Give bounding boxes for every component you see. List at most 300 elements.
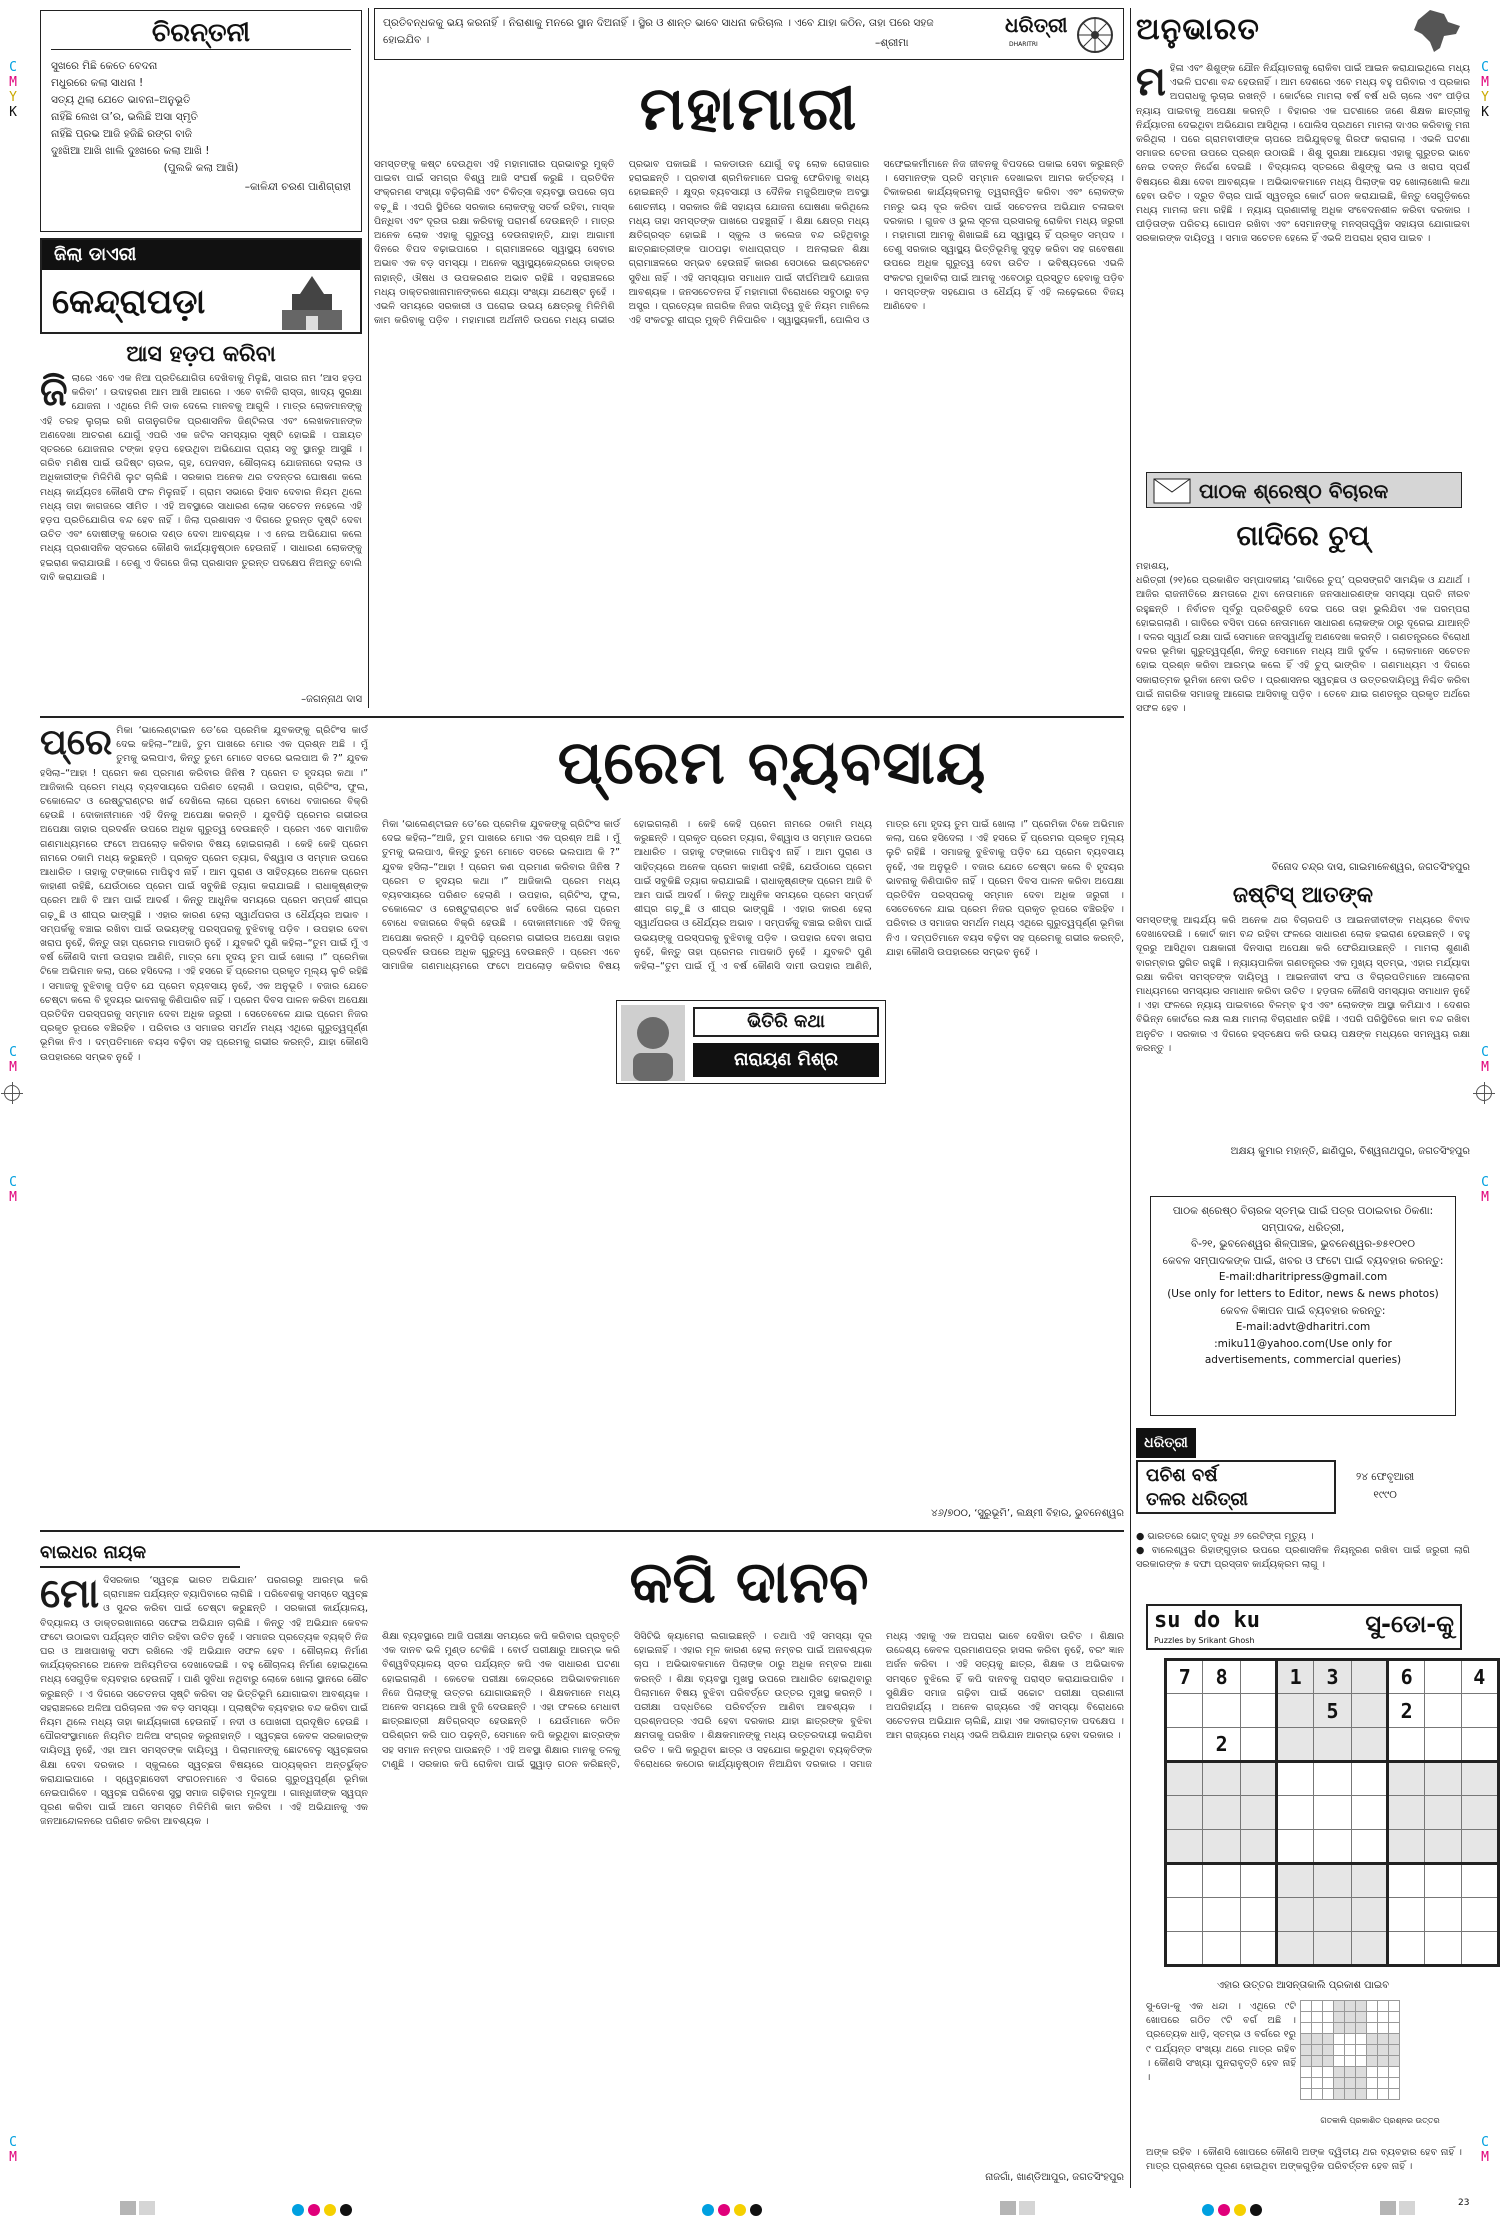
kapi-signature: ନାଜଗାଁ, ଖାଣ୍ଡିଆପୁର, ଜଗତସିଂହପୁର bbox=[860, 2172, 1124, 2183]
mini-cell bbox=[1367, 2045, 1378, 2056]
mini-cell bbox=[1345, 2067, 1356, 2078]
sudoku-cell[interactable] bbox=[1240, 1898, 1276, 1932]
anubharata-title: ଅନୁଭାରତ bbox=[1136, 12, 1260, 47]
sudoku-cell[interactable] bbox=[1387, 1932, 1424, 1966]
contact-note: advertisements, commercial queries) bbox=[1204, 1354, 1402, 1367]
mini-row bbox=[1301, 2045, 1400, 2056]
sudoku-row bbox=[1166, 1796, 1499, 1830]
mini-cell bbox=[1334, 2056, 1345, 2067]
cmyk-mark-mid2-left bbox=[6, 1175, 20, 1205]
mini-cell bbox=[1389, 2034, 1400, 2045]
column-divider bbox=[1130, 8, 1131, 2188]
mini-cell bbox=[1367, 2078, 1378, 2089]
sudoku-cell[interactable]: 4 bbox=[1461, 1660, 1498, 1694]
mini-cell bbox=[1312, 2078, 1323, 2089]
sudoku-cell[interactable] bbox=[1351, 1660, 1387, 1694]
sudoku-cell[interactable] bbox=[1240, 1830, 1276, 1864]
sudoku-yesterday-grid bbox=[1300, 2000, 1400, 2100]
sudoku-cell[interactable] bbox=[1203, 1864, 1240, 1898]
twentyfive-item bbox=[1136, 1544, 1470, 1572]
cmyk-c: C bbox=[9, 60, 17, 75]
justice-author: ଅକ୍ଷୟ କୁମାର ମହାନ୍ତି, ଛାଣିପୁର, ବିଶ୍ୱନାଥପୁର, ଜଗତସିଂହପୁର bbox=[1230, 1146, 1470, 1157]
cmyk-c: C bbox=[9, 1175, 17, 1190]
mini-row bbox=[1301, 2089, 1400, 2100]
prema-cols: ମିକା ‘ଭାଲେଣ୍ଟାଇନ ଡେ’ରେ ପ୍ରେମିକ ଯୁବକଙ୍କୁ ଗ୍ରିଟିଂସ କାର୍ଡ ଦେଇ କହିଲା–“ଆଜି, ତୁମ ପାଖରେ ମୋର ଏକ ପ୍ରଶ୍ନ ଅଛି । ମୁଁ ତୁମକୁ ଭଲପାଏ, କିନ୍ତୁ ତୁମେ ମୋତେ ସତରେ ଭଲପାଅ କି ?” ଯୁବକ ହସିଲା–“ଆହା ! ପ୍ରେମ କଣ ପ୍ରମାଣ କରିବାର ଜିନିଷ ? ପ୍ରେମ ତ ହୃଦୟର କଥା ।” ଆଜିକାଲି ପ୍ରେମ ମଧ୍ୟ ବ୍ୟବସାୟରେ ପରିଣତ ହେଲାଣି । ଉପହାର, ଗ୍ରିଟିଂସ, ଫୁଲ, ଚକୋଲେଟ ଓ ରେଷ୍ଟୁରାଣ୍ଟର ଖର୍ଚ୍ଚ ଦେଖିଲେ ଲାଗେ ପ୍ରେମ ବୋଧେ ବଜାରରେ ବିକ୍ରି ହେଉଛି । ଦୋକାନୀମାନେ ଏହି ଦିନକୁ ଅପେକ୍ଷା କରନ୍ତି । ଯୁବପିଢ଼ି ପ୍ରେମର ଗଭୀରତା ଅପେକ୍ଷା ତାହାର ପ୍ରଦର୍ଶନ ଉପରେ ଅଧିକ ଗୁରୁତ୍ୱ ଦେଉଛନ୍ତି । ପ୍ରେମ ଏବେ ସାମାଜିକ ଗଣମାଧ୍ୟମରେ ଫଟୋ ଅପଲୋଡ଼ କରିବାର ବିଷୟ ହୋଇଗଲାଣି । କେହି କେହି ପ୍ରେମ ନାମରେ ଠକାମି ମଧ୍ୟ କରୁଛନ୍ତି । ପ୍ରକୃତ ପ୍ରେମ ତ୍ୟାଗ, ବିଶ୍ୱାସ ଓ ସମ୍ମାନ ଉପରେ ଆଧାରିତ । ତାହାକୁ ଟଙ୍କାରେ ମାପିହୁଏ ନାହିଁ । ଆମ ପୁରାଣ ଓ ସାହିତ୍ୟରେ ଅନେକ ପ୍ରେମ କାହାଣୀ ରହିଛି, ଯେଉଁଠାରେ ପ୍ରେମ ପାଇଁ ସବୁକିଛି ତ୍ୟାଗ କରାଯାଇଛି । ରାଧାକୃଷ୍ଣଙ୍କ ପ୍ରେମ ଆଜି ବି ଆମ ପାଇଁ ଆଦର୍ଶ । କିନ୍ତୁ ଆଧୁନିକ ସମୟରେ ପ୍ରେମ ସମ୍ପର୍କ ଶୀଘ୍ର ଗଢ଼ୁଛି ଓ ଶୀଘ୍ର ଭାଙ୍ଗୁଛି । ଏହାର କାରଣ ହେଲା ସ୍ୱାର୍ଥପରତା ଓ ଧୈର୍ଯ୍ୟର ଅଭାବ । ସମ୍ପର୍କକୁ ବଞ୍ଚାଇ ରଖିବା ପାଇଁ ଉଭୟଙ୍କୁ ପରସ୍ପରକୁ ବୁଝିବାକୁ ପଡ଼ିବ । ଉପହାର ଦେବା ଖରାପ ନୁହେଁ, କିନ୍ତୁ ତାହା ପ୍ରେମର ମାପକାଠି ନୁହେଁ । ଯୁବକଟି ପୁଣି କହିଲା–“ତୁମ ପାଇଁ ମୁଁ ଏ ବର୍ଷ କୌଣସି ଦାମୀ ଉପହାର ଆଣିନି, ମାତ୍ର ମୋ ହୃଦୟ ତୁମ ପାଇଁ ଖୋଲା ।” ପ୍ରେମିକା ଟିକେ ଅଭିମାନ କଲା, ପରେ ହସିଦେଲା । ଏହି ହସରେ ହିଁ ପ୍ରେମର ପ୍ରକୃତ ମୂଲ୍ୟ ଲୁଚି ରହିଛି । ସମାଜକୁ ବୁଝିବାକୁ ପଡ଼ିବ ଯେ ପ୍ରେମ ବ୍ୟବସାୟ ନୁହେଁ, ଏକ ଅନୁଭୂତି । ବଜାର ଯେତେ ଚେଷ୍ଟା କଲେ ବି ହୃଦୟର ଭାବନାକୁ କିଣିପାରିବ ନାହିଁ । ପ୍ରେମ ଦିବସ ପାଳନ କରିବା ଅପେକ୍ଷା ପ୍ରତିଦିନ ପରସ୍ପରକୁ ସମ୍ମାନ ଦେବା ଅଧିକ ଜରୁରୀ । ସେତେବେଳେ ଯାଇ ପ୍ରେମ ନିଜର ପ୍ରକୃତ ରୂପରେ ବଞ୍ଚିରହିବ । ପରିବାର ଓ ସମାଜର ସମର୍ଥନ ମଧ୍ୟ ଏଥିରେ ଗୁରୁତ୍ୱପୂର୍ଣ୍ଣ ଭୂମିକା ନିଏ । ଦମ୍ପତିମାନେ ବୟସ ବଢ଼ିବା ସହ ପ୍ରେମକୁ ଗଭୀର କରନ୍ତି, ଯାହା କୌଣସି ଉପହାରରେ ସମ୍ଭବ ନୁହେଁ । bbox=[382, 819, 1124, 973]
mini-cell bbox=[1367, 2001, 1378, 2012]
cmyk-c: C bbox=[9, 2135, 17, 2150]
mini-cell bbox=[1323, 2078, 1334, 2089]
sudoku-cell[interactable] bbox=[1461, 1864, 1498, 1898]
sudoku-cell[interactable] bbox=[1425, 1898, 1461, 1932]
mini-row bbox=[1301, 2023, 1400, 2034]
mini-cell bbox=[1378, 2023, 1389, 2034]
sudoku-cell[interactable] bbox=[1276, 1830, 1313, 1864]
sudoku-cell[interactable] bbox=[1166, 1694, 1203, 1728]
sudoku-cell[interactable] bbox=[1351, 1864, 1387, 1898]
twentyfive-subtitle: ତଳର ଧରିତ୍ରୀ bbox=[1146, 1489, 1248, 1510]
sudoku-cell[interactable]: 5 bbox=[1314, 1694, 1351, 1728]
sudoku-row bbox=[1166, 1660, 1499, 1694]
contact-line: କେବଳ ବିଜ୍ଞାପନ ପାଇଁ ବ୍ୟବହାର କରନ୍ତୁ: bbox=[1220, 1304, 1386, 1317]
sudoku-cell[interactable] bbox=[1387, 1728, 1424, 1762]
cmyk-y: Y bbox=[9, 90, 17, 105]
chirantani-box bbox=[40, 10, 362, 232]
sudoku-cell[interactable] bbox=[1461, 1728, 1498, 1762]
cmyk-c: C bbox=[1481, 1175, 1489, 1190]
anubharata-body: ହିଳା ଏବଂ ଶିଶୁଙ୍କ ଯୌନ ନିର୍ଯ୍ୟାତନାକୁ ରୋକିବା ପାଇଁ ଆଇନ କରାଯାଇଥିଲେ ମଧ୍ୟ ଏଭଳି ଘଟଣା ବନ୍ଦ ହେଉନାହିଁ । ଆମ ଦେଶରେ ଏବେ ମଧ୍ୟ ବହୁ ପରିବାର ଏ ପ୍ରକାର ଅପରାଧକୁ ଲୁଚାଇ ରଖନ୍ତି । କୋର୍ଟରେ ମାମଲା ବର୍ଷ ବର୍ଷ ଧରି ଚାଲେ ଏବଂ ପୀଡ଼ିତା ନ୍ୟାୟ ପାଇବାକୁ ଅପେକ୍ଷା କରନ୍ତି । ବିହାରର ଏକ ଘଟଣାରେ ଜଣେ ଶିକ୍ଷକ ଛାତ୍ରୀକୁ ନିର୍ଯ୍ୟାତନା ଦେଇଥିବା ଅଭିଯୋଗ ଆସିଥିଲା । ପୋଲିସ ପ୍ରଥମେ ମାମଲା ଦାଏର କରିବାକୁ ମନା କରିଥିଲା । ପରେ ଗ୍ରାମବାସୀଙ୍କ ଚାପରେ ଅଭିଯୁକ୍ତକୁ ଗିରଫ କରାଗଲା । ଏଭଳି ଘଟଣା ସମାଜର ଚେତନା ଉପରେ ପ୍ରଶ୍ନ ଉଠାଉଛି । ଶିଶୁ ସୁରକ୍ଷା ଆୟୋଗ ଏହାକୁ ଗୁରୁତର ଭାବେ ନେଇ ତଦନ୍ତ ନିର୍ଦ୍ଦେଶ ଦେଇଛି । ବିଦ୍ୟାଳୟ ସ୍ତରରେ ଶିଶୁଙ୍କୁ ଭଲ ଓ ଖରାପ ସ୍ପର୍ଶ ବିଷୟରେ ଶିକ୍ଷା ଦେବା ଆବଶ୍ୟକ । ଅଭିଭାବକମାନେ ମଧ୍ୟ ପିଲାଙ୍କ ସହ ଖୋଲାଖୋଲି କଥା ହେବା ଉଚିତ । ଦ୍ରୁତ ବିଚାର ପାଇଁ ସ୍ୱତନ୍ତ୍ର କୋର୍ଟ ଗଠନ କରାଯାଇଛି, କିନ୍ତୁ ସେଗୁଡ଼ିକରେ ମଧ୍ୟ ମାମଲା ଜମା ରହିଛି । ନ୍ୟାୟ ପ୍ରଣାଳୀକୁ ଅଧିକ ସଂବେଦନଶୀଳ କରିବା ଦରକାର । ପୀଡ଼ିତାଙ୍କ ପରିଚୟ ଗୋପନ ରଖିବା ଏବଂ ସେମାନଙ୍କୁ ମନସ୍ତାତ୍ତ୍ୱିକ ସହାୟତା ଯୋଗାଇବା ସରକାରଙ୍କ ଦାୟିତ୍ୱ । ସମାଜ ସଚେତନ ହେଲେ ହିଁ ଏଭଳି ଅପରାଧ ହ୍ରାସ ପାଇବ । bbox=[1136, 63, 1470, 245]
cmyk-m: M bbox=[1481, 1060, 1489, 1075]
mini-cell bbox=[1345, 2056, 1356, 2067]
mini-cell bbox=[1301, 2034, 1312, 2045]
sudoku-cell[interactable] bbox=[1240, 1864, 1276, 1898]
column-author: ନାରାୟଣ ମିଶ୍ର bbox=[693, 1043, 879, 1077]
mini-cell bbox=[1367, 2056, 1378, 2067]
prema-title: ପ୍ରେମ ବ୍ୟବସାୟ bbox=[557, 728, 987, 798]
sudoku-cell[interactable] bbox=[1387, 1762, 1424, 1796]
footer-strip bbox=[0, 2196, 1500, 2218]
mini-cell bbox=[1389, 2001, 1400, 2012]
district-diary-label: ଜିଲା ଡାଏରୀ bbox=[42, 240, 360, 270]
bullet-icon: ● bbox=[1136, 1531, 1148, 1542]
contact-email-editor[interactable]: E-mail:dharitripress@gmail.com bbox=[1218, 1271, 1388, 1284]
sudoku-cell[interactable] bbox=[1425, 1932, 1461, 1966]
sudoku-cell[interactable]: 1 bbox=[1276, 1660, 1313, 1694]
mini-cell bbox=[1312, 2001, 1323, 2012]
sudoku-cell[interactable] bbox=[1387, 1864, 1424, 1898]
best-letter-article bbox=[1136, 560, 1470, 860]
cmyk-c: C bbox=[1481, 60, 1489, 75]
dharitri-logo-sub: DHARITRI bbox=[1009, 41, 1038, 48]
sudoku-cell[interactable] bbox=[1425, 1694, 1461, 1728]
grey-bars bbox=[1000, 2200, 1038, 2218]
mini-cell bbox=[1389, 2089, 1400, 2100]
mini-cell bbox=[1345, 2023, 1356, 2034]
twentyfive-date-year: ୧୯୯୦ bbox=[1373, 1489, 1397, 1501]
mini-cell bbox=[1356, 2067, 1367, 2078]
sudoku-cell[interactable] bbox=[1276, 1864, 1313, 1898]
chirantani-author: –କାଳିନ୍ଦୀ ଚରଣ ପାଣିଗ୍ରାହୀ bbox=[244, 181, 351, 193]
sudoku-row bbox=[1166, 1864, 1499, 1898]
sudoku-cell[interactable] bbox=[1387, 1830, 1424, 1864]
color-dots bbox=[290, 2201, 354, 2218]
prema-dropcap: ପ୍ରେ bbox=[40, 724, 113, 763]
grey-bars bbox=[120, 2200, 158, 2218]
aas-author: –ଜଗନ୍ନାଥ ଦାସ bbox=[200, 694, 362, 705]
mahamari-body: ସମସ୍ତଙ୍କୁ କଷ୍ଟ ଦେଉଥିବା ଏହି ମହାମାରୀର ପ୍ରଭାବରୁ ମୁକ୍ତି ପାଇବା ପାଇଁ ସମଗ୍ର ବିଶ୍ୱ ଆଜି ସଂଘର୍ଷ କରୁଛି । ପ୍ରତିଦିନ ସଂକ୍ରମଣ ସଂଖ୍ୟା ବଢ଼ିଚାଲିଛି ଏବଂ ଚିକିତ୍ସା ବ୍ୟବସ୍ଥା ଉପରେ ଚାପ ବଢ଼ୁଛି । ଏପରି ସ୍ଥିତିରେ ସରକାର ଲୋକଙ୍କୁ ସତର୍କ ରହିବା, ମାସ୍କ ପିନ୍ଧିବା ଏବଂ ଦୂରତା ରକ୍ଷା କରିବାକୁ ପରାମର୍ଶ ଦେଉଛନ୍ତି । ମାତ୍ର ଅନେକ ଲୋକ ଏହାକୁ ଗୁରୁତ୍ୱ ଦେଉନାହାନ୍ତି, ଯାହା ଆଗାମୀ ଦିନରେ ବିପଦ ବଢ଼ାଇପାରେ । ଗ୍ରାମାଞ୍ଚଳରେ ସ୍ୱାସ୍ଥ୍ୟ ସେବାର ଅଭାବ ଏକ ବଡ଼ ସମସ୍ୟା । ଅନେକ ସ୍ୱାସ୍ଥ୍ୟକେନ୍ଦ୍ରରେ ଡାକ୍ତର ନାହାନ୍ତି, ଔଷଧ ଓ ଉପକରଣର ଅଭାବ ରହିଛି । ସହରାଞ୍ଚଳରେ ମଧ୍ୟ ଡାକ୍ତରଖାନାମାନଙ୍କରେ ଶଯ୍ୟା ସଂଖ୍ୟା ଯଥେଷ୍ଟ ନୁହେଁ । ଏଭଳି ସମୟରେ ସରକାରୀ ଓ ଘରୋଇ ଉଭୟ କ୍ଷେତ୍ରକୁ ମିଳିମିଶି କାମ କରିବାକୁ ପଡ଼ିବ । ମହାମାରୀ ଅର୍ଥନୀତି ଉପରେ ମଧ୍ୟ ଗଭୀର ପ୍ରଭାବ ପକାଇଛି । ଲକଡାଉନ ଯୋଗୁଁ ବହୁ ଲୋକ ରୋଜଗାର ହରାଇଛନ୍ତି । ପ୍ରବାସୀ ଶ୍ରମିକମାନେ ଘରକୁ ଫେରିବାକୁ ବାଧ୍ୟ ହୋଇଛନ୍ତି । କ୍ଷୁଦ୍ର ବ୍ୟବସାୟୀ ଓ ଦୈନିକ ମଜୁରିଆଙ୍କ ଅବସ୍ଥା ଶୋଚନୀୟ । ସରକାର କିଛି ସହାୟତା ଯୋଜନା ଘୋଷଣା କରିଥିଲେ ମଧ୍ୟ ତାହା ସମସ୍ତଙ୍କ ପାଖରେ ପହଞ୍ଚୁନାହିଁ । ଶିକ୍ଷା କ୍ଷେତ୍ର ମଧ୍ୟ କ୍ଷତିଗ୍ରସ୍ତ ହୋଇଛି । ସ୍କୁଲ ଓ କଲେଜ ବନ୍ଦ ରହିଥିବାରୁ ଛାତ୍ରଛାତ୍ରୀଙ୍କ ପାଠପଢ଼ା ବାଧାପ୍ରାପ୍ତ । ଅନଲାଇନ ଶିକ୍ଷା ଗ୍ରାମାଞ୍ଚଳରେ ସମ୍ଭବ ହେଉନାହିଁ କାରଣ ସେଠାରେ ଇଣ୍ଟରନେଟ ସୁବିଧା ନାହିଁ । ଏହି ସମସ୍ୟାର ସମାଧାନ ପାଇଁ ଦୀର୍ଘମିଆଦି ଯୋଜନା ଆବଶ୍ୟକ । ଜନସଚେତନତା ହିଁ ମହାମାରୀ ବିରୋଧରେ ସବୁଠାରୁ ବଡ଼ ଅସ୍ତ୍ର । ପ୍ରତ୍ୟେକ ନାଗରିକ ନିଜର ଦାୟିତ୍ୱ ବୁଝି ନିୟମ ମାନିଲେ ଏହି ସଂକଟରୁ ଶୀଘ୍ର ମୁକ୍ତି ମିଳିପାରିବ । ସ୍ୱାସ୍ଥ୍ୟକର୍ମୀ, ପୋଲିସ ଓ ସଫେଇକର୍ମୀମାନେ ନିଜ ଜୀବନକୁ ବିପଦରେ ପକାଇ ସେବା କରୁଛନ୍ତି । ସେମାନଙ୍କ ପ୍ରତି ସମ୍ମାନ ଦେଖାଇବା ଆମର କର୍ତ୍ତବ୍ୟ । ଟିକାକରଣ କାର୍ଯ୍ୟକ୍ରମକୁ ତ୍ୱରାନ୍ୱିତ କରିବା ଏବଂ ଲୋକଙ୍କ ମନରୁ ଭୟ ଦୂର କରିବା ପାଇଁ ସଚେତନତା ଅଭିଯାନ ଚଳାଇବା ଦରକାର । ଗୁଜବ ଓ ଭୁଲ ସୂଚନା ପ୍ରସାରକୁ ରୋକିବା ମଧ୍ୟ ଜରୁରୀ । ମହାମାରୀ ଆମକୁ ଶିଖାଇଛି ଯେ ସ୍ୱାସ୍ଥ୍ୟ ହିଁ ପ୍ରକୃତ ସମ୍ପଦ । ତେଣୁ ସରକାର ସ୍ୱାସ୍ଥ୍ୟ ଭିତ୍ତିଭୂମିକୁ ସୁଦୃଢ଼ କରିବା ସହ ଗବେଷଣା ଉପରେ ଅଧିକ ଗୁରୁତ୍ୱ ଦେବା ଉଚିତ । ଭବିଷ୍ୟତରେ ଏଭଳି ସଂକଟର ମୁକାବିଲା ପାଇଁ ଆମକୁ ଏବେଠାରୁ ପ୍ରସ୍ତୁତ ହେବାକୁ ପଡ଼ିବ । ସମସ୍ତଙ୍କ ସହଯୋଗ ଓ ଧୈର୍ଯ୍ୟ ହିଁ ଏହି ଲଢ଼େଇରେ ବିଜୟ ଆଣିଦେବ । bbox=[374, 159, 1124, 327]
mini-cell bbox=[1367, 2034, 1378, 2045]
mini-cell bbox=[1367, 2012, 1378, 2023]
sudoku-cell[interactable] bbox=[1203, 1694, 1240, 1728]
sudoku-cell[interactable] bbox=[1461, 1932, 1498, 1966]
dharitri-logo-text: ଧରିତ୍ରୀ bbox=[1005, 13, 1068, 37]
anubharata-article bbox=[1136, 62, 1470, 460]
cmyk-c: C bbox=[9, 1045, 17, 1060]
cmyk-mark-top-right bbox=[1478, 60, 1492, 120]
mini-cell bbox=[1301, 2056, 1312, 2067]
sudoku-cell[interactable] bbox=[1314, 1830, 1351, 1864]
sudoku-cell[interactable] bbox=[1314, 1864, 1351, 1898]
mini-cell bbox=[1334, 2001, 1345, 2012]
twentyfive-title-box bbox=[1136, 1460, 1336, 1514]
poem-line: ମଧୁରରେ କଲା ସାଧନା ! bbox=[51, 77, 144, 89]
sudoku-cell[interactable] bbox=[1314, 1932, 1351, 1966]
cmyk-mark-mid-left bbox=[6, 1045, 20, 1075]
mini-cell bbox=[1334, 2023, 1345, 2034]
mini-cell bbox=[1345, 2034, 1356, 2045]
bullet-icon: ● bbox=[1136, 1545, 1152, 1557]
mini-cell bbox=[1356, 2078, 1367, 2089]
column-byline-box bbox=[616, 1000, 886, 1084]
twentyfive-title: ପଚିଶ ବର୍ଷ bbox=[1146, 1465, 1218, 1486]
best-letter-title: ଗାଦିରେ ଚୁପ୍ bbox=[1236, 519, 1370, 552]
contact-line: ପାଠକ ଶ୍ରେଷ୍ଠ ବିଚାରକ ସ୍ତମ୍ଭ ପାଇଁ ପତ୍ର ପଠାଇବାର ଠିକଣା: bbox=[1172, 1205, 1434, 1217]
sudoku-cell[interactable] bbox=[1387, 1796, 1424, 1830]
sudoku-cell[interactable] bbox=[1461, 1898, 1498, 1932]
mini-cell bbox=[1378, 2045, 1389, 2056]
aas-article bbox=[40, 372, 362, 708]
mini-cell bbox=[1334, 2089, 1345, 2100]
section-divider bbox=[40, 1530, 1124, 1532]
mini-cell bbox=[1356, 2012, 1367, 2023]
cmyk-m: M bbox=[9, 1060, 17, 1075]
color-dots bbox=[1200, 2201, 1264, 2218]
sudoku-cell[interactable] bbox=[1276, 1796, 1313, 1830]
mini-cell bbox=[1345, 2089, 1356, 2100]
sudoku-cell[interactable] bbox=[1240, 1694, 1276, 1728]
registration-mark-left bbox=[4, 1085, 20, 1101]
kapi-body: ଶିକ୍ଷା ବ୍ୟବସ୍ଥାରେ ଆଜି ପରୀକ୍ଷା ସମୟରେ କପି କରିବାର ପ୍ରବୃତ୍ତି ଏକ ଦାନବ ଭଳି ମୁଣ୍ଡ ଟେକିଛି । ବୋର୍ଡ ପରୀକ୍ଷାରୁ ଆରମ୍ଭ କରି ବିଶ୍ୱବିଦ୍ୟାଳୟ ସ୍ତର ପର୍ଯ୍ୟନ୍ତ କପି ଏକ ସାଧାରଣ ଘଟଣା ହୋଇଗଲାଣି । କେତେକ ପରୀକ୍ଷା କେନ୍ଦ୍ରରେ ଅଭିଭାବକମାନେ ନିଜେ ପିଲାଙ୍କୁ ଉତ୍ତର ଯୋଗାଉଛନ୍ତି । ଶିକ୍ଷକମାନେ ମଧ୍ୟ ଅନେକ ସମୟରେ ଆଖି ବୁଜି ଦେଉଛନ୍ତି । ଏହା ଫଳରେ ମେଧାବୀ ଛାତ୍ରଛାତ୍ରୀ କ୍ଷତିଗ୍ରସ୍ତ ହେଉଛନ୍ତି । ଯେଉଁମାନେ କଠିନ ପରିଶ୍ରମ କରି ପାଠ ପଢ଼ନ୍ତି, ସେମାନେ କପି କରୁଥିବା ଛାତ୍ରଙ୍କ ସହ ସମାନ ନମ୍ବର ପାଉଛନ୍ତି । ଏହି ଅବସ୍ଥା ଶିକ୍ଷାର ମାନକୁ ତଳକୁ ଟାଣୁଛି । ସରକାର କପି ରୋକିବା ପାଇଁ ସ୍କ୍ୱାଡ଼ ଗଠନ କରିଛନ୍ତି, ସିସିଟିଭି କ୍ୟାମେରା ଲଗାଇଛନ୍ତି । ତଥାପି ଏହି ସମସ୍ୟା ଦୂର ହୋଇନାହିଁ । ଏହାର ମୂଳ କାରଣ ହେଲା ନମ୍ବର ପାଇଁ ଅନାବଶ୍ୟକ ଚାପ । ଅଭିଭାବକମାନେ ପିଲାଙ୍କ ଠାରୁ ଅଧିକ ନମ୍ବର ଆଶା କରନ୍ତି । ଶିକ୍ଷା ବ୍ୟବସ୍ଥା ମୁଖସ୍ଥ ଉପରେ ଆଧାରିତ ହୋଇଥିବାରୁ ପିଲାମାନେ ବିଷୟ ବୁଝିବା ପରିବର୍ତ୍ତେ ଉତ୍ତର ମୁଖସ୍ଥ କରନ୍ତି । ପରୀକ୍ଷା ପଦ୍ଧତିରେ ପରିବର୍ତ୍ତନ ଆଣିବା ଆବଶ୍ୟକ । ପ୍ରଶ୍ନପତ୍ର ଏପରି ହେବା ଦରକାର ଯାହା ଛାତ୍ରଙ୍କ ବୁଝିବା କ୍ଷମତାକୁ ପରଖିବ । ଶିକ୍ଷକମାନଙ୍କୁ ମଧ୍ୟ ଉତ୍ତରଦାୟୀ କରାଯିବା ଉଚିତ । କପି କରୁଥିବା ଛାତ୍ର ଓ ସହଯୋଗ କରୁଥିବା ବ୍ୟକ୍ତିଙ୍କ ବିରୋଧରେ କଠୋର କାର୍ଯ୍ୟାନୁଷ୍ଠାନ ନିଆଯିବା ଦରକାର । ସମାଜ ମଧ୍ୟ ଏହାକୁ ଏକ ଅପରାଧ ଭାବେ ଦେଖିବା ଉଚିତ । ଶିକ୍ଷାର ଉଦ୍ଦେଶ୍ୟ କେବଳ ପ୍ରମାଣପତ୍ର ହାସଲ କରିବା ନୁହେଁ, ବରଂ ଜ୍ଞାନ ଅର୍ଜନ କରିବା । ଏହି ସତ୍ୟକୁ ଛାତ୍ର, ଶିକ୍ଷକ ଓ ଅଭିଭାବକ ସମସ୍ତେ ବୁଝିଲେ ହିଁ କପି ଦାନବକୁ ପରାସ୍ତ କରାଯାଇପାରିବ । ସୁଶିକ୍ଷିତ ସମାଜ ଗଢ଼ିବା ପାଇଁ ସଚ୍ଚୋଟ ପରୀକ୍ଷା ପ୍ରଣାଳୀ ଅପରିହାର୍ଯ୍ୟ । ଅନେକ ରାଜ୍ୟରେ ଏହି ସମସ୍ୟା ବିରୋଧରେ ସଚେତନତା ଅଭିଯାନ ଚାଲିଛି, ଯାହା ଏକ ସକାରାତ୍ମକ ପଦକ୍ଷେପ । ଆମ ରାଜ୍ୟରେ ମଧ୍ୟ ଏଭଳି ଅଭିଯାନ ଆରମ୍ଭ ହେବା ଦରକାର । bbox=[382, 1631, 1124, 1770]
sudoku-cell[interactable]: 2 bbox=[1203, 1728, 1240, 1762]
mini-row bbox=[1301, 2012, 1400, 2023]
mini-cell bbox=[1323, 2089, 1334, 2100]
twentyfive-date bbox=[1356, 1468, 1414, 1504]
mini-cell bbox=[1312, 2045, 1323, 2056]
sudoku-cell[interactable] bbox=[1166, 1796, 1203, 1830]
envelope-icon bbox=[1153, 478, 1191, 504]
cmyk-mark-top-left bbox=[6, 60, 20, 120]
twentyfive-date-day: ୨୪ ଫେବୃଆରୀ bbox=[1356, 1471, 1415, 1483]
cmyk-c: C bbox=[1481, 2135, 1489, 2150]
aas-dropcap: ଜି bbox=[40, 372, 68, 415]
sudoku-cell[interactable] bbox=[1351, 1830, 1387, 1864]
mini-row bbox=[1301, 2034, 1400, 2045]
twentyfive-item-text: ଭାରତରେ ଭୋଟ୍ ବୃଦ୍ଧି ୬୨ ରେଟିଙ୍ଗ ମୃତ୍ୟୁ । bbox=[1147, 1531, 1314, 1542]
mini-cell bbox=[1378, 2067, 1389, 2078]
mini-cell bbox=[1301, 2012, 1312, 2023]
poem-line: ଦୁଃଖିଆ ଆଖି ଖାଲି ଦୁଃଖରେ କଲା ଆଖି ! bbox=[51, 145, 210, 157]
sudoku-header bbox=[1146, 1604, 1462, 1650]
best-letter-label: ପାଠକ ଶ୍ରେଷ୍ଠ ବିଚାରକ bbox=[1199, 479, 1389, 503]
sudoku-cell[interactable] bbox=[1166, 1762, 1203, 1796]
sudoku-yesterday-note: ଗତକାଲି ପ୍ରକାଶିତ ପ୍ରଶ୍ନର ଉତ୍ତର bbox=[1320, 2116, 1440, 2125]
author-portrait bbox=[621, 1005, 685, 1081]
sudoku-title-or: ସୁ-ଡୋ-କୁ bbox=[1365, 1610, 1454, 1638]
poem-line: ନାହିଁଛି ପ୍ରଭ ଆଜି ହଜିଛି ରଙ୍ଗ ବାଜି bbox=[51, 128, 192, 140]
registration-mark-right bbox=[1476, 1085, 1492, 1101]
sudoku-cell[interactable] bbox=[1203, 1830, 1240, 1864]
mini-row bbox=[1301, 2056, 1400, 2067]
sudoku-cell[interactable] bbox=[1276, 1762, 1313, 1796]
mini-cell bbox=[1378, 2056, 1389, 2067]
mini-cell bbox=[1323, 2012, 1334, 2023]
sudoku-byline: Puzzles by Srikant Ghosh bbox=[1154, 1636, 1255, 1645]
mini-cell bbox=[1389, 2056, 1400, 2067]
mini-cell bbox=[1389, 2045, 1400, 2056]
sudoku-bottom-text: ଅଙ୍କ ରହିବ । କୌଣସି ଖୋପରେ କୌଣସି ଅଙ୍କ ଦ୍ୱିତୀୟ ଥର ବ୍ୟବହାର ହେବ ନାହିଁ । ମାତ୍ର ପ୍ରଶ୍ନରେ ପୂରଣ ହୋଇଥିବା ଅଙ୍କଗୁଡ଼ିକ ପରିବର୍ତ୍ତନ ହେବ ନାହିଁ । bbox=[1146, 2147, 1462, 2173]
column-divider bbox=[368, 8, 369, 708]
sudoku-cell[interactable] bbox=[1425, 1864, 1461, 1898]
poem-line: ସତ୍ୟ ଥିଲା ଯେତେ ଭାବନା–ଅନୁଭୂତି bbox=[51, 94, 191, 106]
quote-box bbox=[374, 8, 1124, 60]
cmyk-mark-mid2-right bbox=[1478, 1175, 1492, 1205]
sudoku-row bbox=[1166, 1830, 1499, 1864]
mini-cell bbox=[1345, 2001, 1356, 2012]
poem-line: (ପୁଲକି କଲା ଆଖି) bbox=[163, 162, 239, 174]
mini-cell bbox=[1378, 2078, 1389, 2089]
quote-author: –ଶ୍ରୀମା bbox=[875, 37, 909, 49]
cmyk-k: K bbox=[1481, 105, 1489, 120]
chirantani-heading: ଚିରନ୍ତନୀ bbox=[51, 17, 351, 50]
mini-cell bbox=[1301, 2001, 1312, 2012]
cmyk-k: K bbox=[9, 105, 17, 120]
twentyfive-brand: ଧରିତ୍ରୀ bbox=[1136, 1428, 1196, 1458]
mini-cell bbox=[1301, 2045, 1312, 2056]
mini-cell bbox=[1389, 2078, 1400, 2089]
mini-cell bbox=[1367, 2023, 1378, 2034]
sudoku-instructions: ସୁ-ଡୋ-କୁ ଏକ ଧନ୍ଦା । ଏଥିରେ ୯ଟି ଖୋପରେ ଗଠିତ ୯ଟି ବର୍ଗ ଅଛି । ପ୍ରତ୍ୟେକ ଧାଡ଼ି, ସ୍ତମ୍ଭ ଓ ବର୍ଗରେ ୧ରୁ ୯ ପର୍ଯ୍ୟନ୍ତ ସଂଖ୍ୟା ଥରେ ମାତ୍ର ରହିବ । କୌଣସି ସଂଖ୍ୟା ପୁନରାବୃତ୍ତି ହେବ ନାହିଁ । bbox=[1146, 2001, 1296, 2084]
mini-cell bbox=[1301, 2023, 1312, 2034]
sudoku-cell[interactable] bbox=[1166, 1830, 1203, 1864]
sudoku-row bbox=[1166, 1762, 1499, 1796]
aas-title: ଆସ ହଡ଼ପ କରିବା bbox=[126, 342, 276, 367]
mini-cell bbox=[1334, 2012, 1345, 2023]
sudoku-grid bbox=[1164, 1658, 1500, 1967]
sudoku-cell[interactable] bbox=[1203, 1762, 1240, 1796]
sudoku-cell[interactable] bbox=[1203, 1796, 1240, 1830]
chakra-icon bbox=[1075, 15, 1115, 55]
sudoku-row bbox=[1166, 1728, 1499, 1762]
quote-text: ପ୍ରତିବନ୍ଧକକୁ ଭୟ କରନାହିଁ । ନିରାଶାକୁ ମନରେ ସ୍ଥାନ ଦିଅନାହିଁ । ସ୍ଥିର ଓ ଶାନ୍ତ ଭାବେ ସାଧନା କରିଚାଲ । ଏବେ ଯାହା କଠିନ, ତାହା ପରେ ସହଜ ହୋଇଯିବ । bbox=[383, 17, 934, 46]
sudoku-cell[interactable] bbox=[1276, 1932, 1313, 1966]
sudoku-cell[interactable] bbox=[1351, 1898, 1387, 1932]
sudoku-cell[interactable] bbox=[1351, 1762, 1387, 1796]
cmyk-y: Y bbox=[1481, 90, 1489, 105]
mini-cell bbox=[1378, 2001, 1389, 2012]
mini-cell bbox=[1312, 2023, 1323, 2034]
sudoku-cell[interactable] bbox=[1461, 1762, 1498, 1796]
sudoku-cell[interactable] bbox=[1314, 1728, 1351, 1762]
mahamari-title: ମହାମାରୀ bbox=[639, 74, 859, 144]
sudoku-cell[interactable] bbox=[1351, 1796, 1387, 1830]
sudoku-cell[interactable] bbox=[1240, 1796, 1276, 1830]
cmyk-m: M bbox=[1481, 1190, 1489, 1205]
sudoku-cell[interactable] bbox=[1276, 1728, 1313, 1762]
page-number: 23 bbox=[1458, 2198, 1470, 2208]
mini-cell bbox=[1334, 2045, 1345, 2056]
sudoku-row bbox=[1166, 1694, 1499, 1728]
mini-cell bbox=[1323, 2001, 1334, 2012]
sudoku-cell[interactable] bbox=[1203, 1932, 1240, 1966]
sudoku-cell[interactable] bbox=[1314, 1762, 1351, 1796]
poem-line: ନାହିଁଛି ଲେଖ ତା’ର, ଭଲିଛି ଅସା ସ୍ମୃତି bbox=[51, 111, 198, 123]
sudoku-cell[interactable] bbox=[1276, 1694, 1313, 1728]
mini-cell bbox=[1301, 2078, 1312, 2089]
mini-cell bbox=[1345, 2078, 1356, 2089]
twentyfive-item-text: ବାଲେଶ୍ୱର ରିହାଙ୍ଗୁଡ଼ାର ଉପରେ ପ୍ରଶାସନିକ ନିୟନ୍ତ୍ରଣ ରଖିବା ପାଇଁ ଜରୁରୀ ଲାଗି ସରକାରଙ୍କ ୫ ଦଫା ପ୍ରସ୍ତାବ କାର୍ଯ୍ୟକ୍ରମ ଲାଗୁ । bbox=[1136, 1545, 1470, 1571]
sudoku-cell[interactable] bbox=[1387, 1898, 1424, 1932]
sudoku-cell[interactable] bbox=[1240, 1762, 1276, 1796]
sudoku-cell[interactable] bbox=[1166, 1898, 1203, 1932]
sudoku-cell[interactable]: 2 bbox=[1387, 1694, 1424, 1728]
mini-cell bbox=[1389, 2012, 1400, 2023]
baidhara-dropcap: ମୋ bbox=[40, 1574, 100, 1617]
mini-cell bbox=[1334, 2034, 1345, 2045]
poem-line: ସୁଖରେ ମିଛି କେତେ ବେଦନା bbox=[51, 60, 158, 72]
mini-cell bbox=[1356, 2023, 1367, 2034]
cmyk-c: C bbox=[1481, 1045, 1489, 1060]
sudoku-cell[interactable] bbox=[1425, 1830, 1461, 1864]
sudoku-cell[interactable] bbox=[1351, 1728, 1387, 1762]
sudoku-cell[interactable]: 6 bbox=[1387, 1660, 1424, 1694]
mini-cell bbox=[1356, 2045, 1367, 2056]
sudoku-cell[interactable] bbox=[1166, 1932, 1203, 1966]
contact-line: ସମ୍ପାଦକ, ଧରିତ୍ରୀ, bbox=[1261, 1221, 1345, 1234]
sudoku-cell[interactable] bbox=[1351, 1694, 1387, 1728]
mini-cell bbox=[1378, 2089, 1389, 2100]
mini-row bbox=[1301, 2078, 1400, 2089]
prema-body-part1: ମିକା ‘ଭାଲେଣ୍ଟାଇନ ଡେ’ରେ ପ୍ରେମିକ ଯୁବକଙ୍କୁ ଗ୍ରିଟିଂସ କାର୍ଡ ଦେଇ କହିଲା–“ଆଜି, ତୁମ ପାଖରେ ମୋର ଏକ ପ୍ରଶ୍ନ ଅଛି । ମୁଁ ତୁମକୁ ଭଲପାଏ, କିନ୍ତୁ ତୁମେ ମୋତେ ସତରେ ଭଲପାଅ କି ?” ଯୁବକ ହସିଲା–“ଆହା ! ପ୍ରେମ କଣ ପ୍ରମାଣ କରିବାର ଜିନିଷ ? ପ୍ରେମ ତ ହୃଦୟର କଥା ।” ଆଜିକାଲି ପ୍ରେମ ମଧ୍ୟ ବ୍ୟବସାୟରେ ପରିଣତ ହେଲାଣି । ଉପହାର, ଗ୍ରିଟିଂସ, ଫୁଲ, ଚକୋଲେଟ ଓ ରେଷ୍ଟୁରାଣ୍ଟର ଖର୍ଚ୍ଚ ଦେଖିଲେ ଲାଗେ ପ୍ରେମ ବୋଧେ ବଜାରରେ ବିକ୍ରି ହେଉଛି । ଦୋକାନୀମାନେ ଏହି ଦିନକୁ ଅପେକ୍ଷା କରନ୍ତି । ଯୁବପିଢ଼ି ପ୍ରେମର ଗଭୀରତା ଅପେକ୍ଷା ତାହାର ପ୍ରଦର୍ଶନ ଉପରେ ଅଧିକ ଗୁରୁତ୍ୱ ଦେଉଛନ୍ତି । ପ୍ରେମ ଏବେ ସାମାଜିକ ଗଣମାଧ୍ୟମରେ ଫଟୋ ଅପଲୋଡ଼ କରିବାର ବିଷୟ ହୋଇଗଲାଣି । କେହି କେହି ପ୍ରେମ ନାମରେ ଠକାମି ମଧ୍ୟ କରୁଛନ୍ତି । ପ୍ରକୃତ ପ୍ରେମ ତ୍ୟାଗ, ବିଶ୍ୱାସ ଓ ସମ୍ମାନ ଉପରେ ଆଧାରିତ । ତାହାକୁ ଟଙ୍କାରେ ମାପିହୁଏ ନାହିଁ । ଆମ ପୁରାଣ ଓ ସାହିତ୍ୟରେ ଅନେକ ପ୍ରେମ କାହାଣୀ ରହିଛି, ଯେଉଁଠାରେ ପ୍ରେମ ପାଇଁ ସବୁକିଛି ତ୍ୟାଗ କରାଯାଇଛି । ରାଧାକୃଷ୍ଣଙ୍କ ପ୍ରେମ ଆଜି ବି ଆମ ପାଇଁ ଆଦର୍ଶ । କିନ୍ତୁ ଆଧୁନିକ ସମୟରେ ପ୍ରେମ ସମ୍ପର୍କ ଶୀଘ୍ର ଗଢ଼ୁଛି ଓ ଶୀଘ୍ର ଭାଙ୍ଗୁଛି । ଏହାର କାରଣ ହେଲା ସ୍ୱାର୍ଥପରତା ଓ ଧୈର୍ଯ୍ୟର ଅଭାବ । ସମ୍ପର୍କକୁ ବଞ୍ଚାଇ ରଖିବା ପାଇଁ ଉଭୟଙ୍କୁ ପରସ୍ପରକୁ ବୁଝିବାକୁ ପଡ଼ିବ । ଉପହାର ଦେବା ଖରାପ ନୁହେଁ, କିନ୍ତୁ ତାହା ପ୍ରେମର ମାପକାଠି ନୁହେଁ । ଯୁବକଟି ପୁଣି କହିଲା–“ତୁମ ପାଇଁ ମୁଁ ଏ ବର୍ଷ କୌଣସି ଦାମୀ ଉପହାର ଆଣିନି, ମାତ୍ର ମୋ ହୃଦୟ ତୁମ ପାଇଁ ଖୋଲା ।” ପ୍ରେମିକା ଟିକେ ଅଭିମାନ କଲା, ପରେ ହସିଦେଲା । ଏହି ହସରେ ହିଁ ପ୍ରେମର ପ୍ରକୃତ ମୂଲ୍ୟ ଲୁଚି ରହିଛି । ସମାଜକୁ ବୁଝିବାକୁ ପଡ଼ିବ ଯେ ପ୍ରେମ ବ୍ୟବସାୟ ନୁହେଁ, ଏକ ଅନୁଭୂତି । ବଜାର ଯେତେ ଚେଷ୍ଟା କଲେ ବି ହୃଦୟର ଭାବନାକୁ କିଣିପାରିବ ନାହିଁ । ପ୍ରେମ ଦିବସ ପାଳନ କରିବା ଅପେକ୍ଷା ପ୍ରତିଦିନ ପରସ୍ପରକୁ ସମ୍ମାନ ଦେବା ଅଧିକ ଜରୁରୀ । ସେତେବେଳେ ଯାଇ ପ୍ରେମ ନିଜର ପ୍ରକୃତ ରୂପରେ ବଞ୍ଚିରହିବ । ପରିବାର ଓ ସମାଜର ସମର୍ଥନ ମଧ୍ୟ ଏଥିରେ ଗୁରୁତ୍ୱପୂର୍ଣ୍ଣ ଭୂମିକା ନିଏ । ଦମ୍ପତିମାନେ ବୟସ ବଢ଼ିବା ସହ ପ୍ରେମକୁ ଗଭୀର କରନ୍ତି, ଯାହା କୌଣସି ଉପହାରରେ ସମ୍ଭବ ନୁହେଁ । bbox=[40, 725, 368, 1063]
grey-bars bbox=[1380, 2200, 1418, 2218]
mini-cell bbox=[1312, 2012, 1323, 2023]
contact-note: (Use only for letters to Editor, news & news photos) bbox=[1167, 1287, 1439, 1300]
sudoku-cell[interactable] bbox=[1351, 1932, 1387, 1966]
mini-cell bbox=[1367, 2067, 1378, 2078]
mini-cell bbox=[1312, 2034, 1323, 2045]
contact-line: କେବଳ ସମ୍ପାଦକଙ୍କ ପାଇଁ, ଖବର ଓ ଫଟୋ ପାଇଁ ବ୍ୟବହାର କରନ୍ତୁ: bbox=[1162, 1254, 1444, 1267]
best-letter-author: ବିନୋଦ ଚନ୍ଦ୍ର ଦାସ, ଗାଇମାଳେଶ୍ୱର, ଜଗତସିଂହପୁର bbox=[1271, 862, 1470, 873]
justice-title: ଜଷ୍ଟିସ୍ ଆତଙ୍କ bbox=[1232, 883, 1374, 908]
cmyk-mark-bottom-left bbox=[6, 2135, 20, 2165]
mini-cell bbox=[1356, 2034, 1367, 2045]
mini-row bbox=[1301, 2067, 1400, 2078]
cmyk-m: M bbox=[9, 75, 17, 90]
baidhara-body: ଦିସରକାର ‘ସ୍ୱଚ୍ଛ ଭାରତ ଅଭିଯାନ’ ପରଗରରୁ ଆରମ୍ଭ କରି ଗ୍ରାମାଞ୍ଚଳ ପର୍ଯ୍ୟନ୍ତ ବ୍ୟାପିବାରେ ଲାଗିଛି । ପରିବେଶକୁ ସମସ୍ତେ ସ୍ୱଚ୍ଛ ଓ ସୁନ୍ଦର କରିବା ପାଇଁ ଚେଷ୍ଟା କରୁଛନ୍ତି । ସରକାରୀ କାର୍ଯ୍ୟାଳୟ, ବିଦ୍ୟାଳୟ ଓ ଡାକ୍ତରଖାନାରେ ସଫେଇ ଅଭିଯାନ ଚାଲିଛି । କିନ୍ତୁ ଏହି ଅଭିଯାନ କେବଳ ଫଟୋ ଉଠାଇବା ପର୍ଯ୍ୟନ୍ତ ସୀମିତ ରହିବା ଉଚିତ ନୁହେଁ । ସମାଜର ପ୍ରତ୍ୟେକ ବ୍ୟକ୍ତି ନିଜ ଘର ଓ ଆଖପାଖକୁ ସଫା ରଖିଲେ ଏହି ଅଭିଯାନ ସଫଳ ହେବ । ଶୌଚାଳୟ ନିର୍ମାଣ କାର୍ଯ୍ୟକ୍ରମରେ ଅନେକ ଅନିୟମିତତା ଦେଖାଦେଇଛି । ବହୁ ଶୌଚାଳୟ ନିର୍ମାଣ ହୋଇଥିଲେ ମଧ୍ୟ ସେଗୁଡ଼ିକ ବ୍ୟବହାର ହେଉନାହିଁ । ପାଣି ସୁବିଧା ନଥିବାରୁ ଲୋକେ ଖୋଲା ସ୍ଥାନରେ ଶୌଚ କରୁଛନ୍ତି । ଏ ଦିଗରେ ସଚେତନତା ସୃଷ୍ଟି କରିବା ସହ ଭିତ୍ତିଭୂମି ଯୋଗାଇବା ଆବଶ୍ୟକ । ସହରାଞ୍ଚଳରେ ଅଳିଆ ପରିଚାଳନା ଏକ ବଡ଼ ସମସ୍ୟା । ପ୍ଲାଷ୍ଟିକ ବ୍ୟବହାର ବନ୍ଦ କରିବା ପାଇଁ ନିୟମ ଥିଲେ ମଧ୍ୟ ତାହା କାର୍ଯ୍ୟକାରୀ ହେଉନାହିଁ । ନଦୀ ଓ ପୋଖରୀ ପ୍ରଦୂଷିତ ହେଉଛି । ପୌରସଂସ୍ଥାମାନେ ନିୟମିତ ଅଳିଆ ସଂଗ୍ରହ କରୁନାହାନ୍ତି । ସ୍ୱଚ୍ଛତା କେବଳ ସରକାରଙ୍କ ଦାୟିତ୍ୱ ନୁହେଁ, ଏହା ଆମ ସମସ୍ତଙ୍କ ଦାୟିତ୍ୱ । ପିଲାମାନଙ୍କୁ ଛୋଟବେଳୁ ସ୍ୱଚ୍ଛତାର ଶିକ୍ଷା ଦେବା ଦରକାର । ସ୍କୁଲରେ ସ୍ୱଚ୍ଛତା ବିଷୟରେ ପାଠ୍ୟକ୍ରମ ଅନ୍ତର୍ଭୁକ୍ତ କରାଯାଇପାରେ । ସ୍ୱେଚ୍ଛାସେବୀ ସଂଗଠନମାନେ ଏ ଦିଗରେ ଗୁରୁତ୍ୱପୂର୍ଣ୍ଣ ଭୂମିକା ନେଇପାରିବେ । ସ୍ୱଚ୍ଛ ପରିବେଶ ସୁସ୍ଥ ସମାଜ ଗଢ଼ିବାର ମୂଳଦୁଆ । ଗାନ୍ଧିଜୀଙ୍କ ସ୍ୱପ୍ନ ପୂରଣ କରିବା ପାଇଁ ଆମେ ସମସ୍ତେ ମିଳିମିଶି କାମ କରିବା । ଏହି ଅଭିଯାନକୁ ଏକ ଜନଆନ୍ଦୋଳନରେ ପରିଣତ କରିବା ଆବଶ୍ୟକ । bbox=[40, 1575, 368, 1828]
mini-cell bbox=[1367, 2089, 1378, 2100]
twentyfive-box bbox=[1136, 1428, 1470, 1526]
sudoku-cell[interactable] bbox=[1276, 1898, 1313, 1932]
anubharata-header bbox=[1136, 8, 1470, 54]
mini-cell bbox=[1323, 2056, 1334, 2067]
mini-cell bbox=[1323, 2045, 1334, 2056]
sudoku-puzzle bbox=[1164, 1658, 1500, 1967]
sudoku-cell[interactable] bbox=[1461, 1694, 1498, 1728]
mini-cell bbox=[1389, 2067, 1400, 2078]
sudoku-title-en: su do ku bbox=[1154, 1608, 1260, 1633]
sudoku-cell[interactable] bbox=[1240, 1660, 1276, 1694]
prema-signature: ୪୬/୭୦୦, ‘ସୁରୁଭୂମି’, ଲକ୍ଷ୍ମୀ ବିହାର, ଭୁବନେଶ୍ୱର bbox=[760, 1508, 1124, 1519]
sudoku-cell[interactable] bbox=[1240, 1728, 1276, 1762]
sudoku-cell[interactable] bbox=[1240, 1932, 1276, 1966]
twentyfive-items bbox=[1136, 1530, 1470, 1600]
sudoku-yesterday bbox=[1300, 2000, 1400, 2100]
mini-cell bbox=[1301, 2067, 1312, 2078]
cmyk-mark-bottom-right bbox=[1478, 2135, 1492, 2165]
sudoku-cell[interactable] bbox=[1314, 1898, 1351, 1932]
best-letter-body: ଧରିତ୍ରୀ (୨୧)ରେ ପ୍ରକାଶିତ ସମ୍ପାଦକୀୟ ‘ଗାଦିରେ ଚୁପ୍’ ପ୍ରସଙ୍ଗଟି ସାମୟିକ ଓ ଯଥାର୍ଥ । ଆଜିର ରାଜନୀତିରେ କ୍ଷମତାରେ ଥିବା ନେତାମାନେ ଜନସାଧାରଣଙ୍କ ସମସ୍ୟା ପ୍ରତି ନୀରବ ରହୁଛନ୍ତି । ନିର୍ବାଚନ ପୂର୍ବରୁ ପ୍ରତିଶ୍ରୁତି ଦେଇ ପରେ ତାହା ଭୁଲିଯିବା ଏକ ପରମ୍ପରା ହୋଇଗଲାଣି । ଗାଦିରେ ବସିବା ପରେ ନେତାମାନେ ସାଧାରଣ ଲୋକଙ୍କ ଠାରୁ ଦୂରେଇ ଯାଆନ୍ତି । ଦଳର ସ୍ୱାର୍ଥ ରକ୍ଷା ପାଇଁ ସେମାନେ ଜନସ୍ୱାର୍ଥକୁ ଅଣଦେଖା କରନ୍ତି । ଗଣତନ୍ତ୍ରରେ ବିରୋଧୀ ଦଳର ଭୂମିକା ଗୁରୁତ୍ୱପୂର୍ଣ୍ଣ, କିନ୍ତୁ ସେମାନେ ମଧ୍ୟ ଆଜି ଦୁର୍ବଳ । ଲୋକମାନେ ସଚେତନ ହୋଇ ପ୍ରଶ୍ନ କରିବା ଆରମ୍ଭ କଲେ ହିଁ ଏହି ଚୁପ୍ ଭାଙ୍ଗିବ । ଗଣମାଧ୍ୟମ ଏ ଦିଗରେ ସକାରାତ୍ମକ ଭୂମିକା ନେବା ଉଚିତ । ପ୍ରଶାସନର ସ୍ୱଚ୍ଛତା ଓ ଉତ୍ତରଦାୟିତ୍ୱ ନିଶ୍ଚିତ କରିବା ପାଇଁ ନାଗରିକ ସମାଜକୁ ଆଗେଇ ଆସିବାକୁ ପଡ଼ିବ । ତେବେ ଯାଇ ଗଣତନ୍ତ୍ର ପ୍ରକୃତ ଅର୍ଥରେ ସଫଳ ହେବ । bbox=[1136, 575, 1470, 715]
sudoku-cell[interactable]: 8 bbox=[1203, 1660, 1240, 1694]
mini-cell bbox=[1356, 2001, 1367, 2012]
column-label: ଭିତିରି କଥା bbox=[693, 1007, 879, 1037]
cmyk-m: M bbox=[1481, 2150, 1489, 2165]
contact-line: ବି-୨୧, ଭୁବନେଶ୍ୱର ଶିଳ୍ପାଞ୍ଚଳ, ଭୁବନେଶ୍ୱର-୭୫୧୦୧୦ bbox=[1190, 1238, 1416, 1251]
sudoku-cell[interactable] bbox=[1425, 1762, 1461, 1796]
sudoku-cell[interactable] bbox=[1461, 1830, 1498, 1864]
twentyfive-item bbox=[1136, 1530, 1470, 1544]
anubharata-dropcap: ମ bbox=[1136, 62, 1166, 105]
sudoku-answer-note: ଏହାର ଉତ୍ତର ଆସନ୍ତାକାଲି ପ୍ରକାଶ ପାଇବ bbox=[1216, 1980, 1390, 1991]
contact-email-advt[interactable]: E-mail:advt@dharitri.com bbox=[1235, 1321, 1371, 1334]
contact-email-yahoo[interactable]: :miku11@yahoo.com(Use only for bbox=[1214, 1337, 1392, 1350]
mini-cell bbox=[1323, 2034, 1334, 2045]
sudoku-cell[interactable]: 7 bbox=[1166, 1660, 1203, 1694]
mini-cell bbox=[1334, 2067, 1345, 2078]
district-name: କେନ୍ଦ୍ରାପଡ଼ା bbox=[52, 282, 206, 322]
cmyk-m: M bbox=[9, 2150, 17, 2165]
section-divider bbox=[40, 716, 1124, 718]
sudoku-cell[interactable]: 3 bbox=[1314, 1660, 1351, 1694]
sudoku-cell[interactable] bbox=[1425, 1660, 1461, 1694]
sudoku-row bbox=[1166, 1898, 1499, 1932]
india-map-icon bbox=[1400, 8, 1470, 54]
mini-cell bbox=[1334, 2078, 1345, 2089]
temple-icon bbox=[272, 274, 352, 332]
baidhara-label: ବାଇଧର ନାୟକ bbox=[40, 1538, 240, 1568]
sudoku-cell[interactable] bbox=[1425, 1728, 1461, 1762]
sudoku-cell[interactable] bbox=[1166, 1864, 1203, 1898]
sudoku-cell[interactable] bbox=[1425, 1796, 1461, 1830]
sudoku-cell[interactable] bbox=[1314, 1796, 1351, 1830]
best-letter-salutation: ମହାଶୟ, bbox=[1136, 561, 1170, 572]
mini-cell bbox=[1356, 2056, 1367, 2067]
sudoku-cell[interactable] bbox=[1461, 1796, 1498, 1830]
contact-box bbox=[1150, 1196, 1456, 1416]
mini-row bbox=[1301, 2001, 1400, 2012]
district-diary-box bbox=[40, 238, 362, 334]
baidhara-article bbox=[40, 1574, 368, 2186]
mini-cell bbox=[1323, 2067, 1334, 2078]
sudoku-cell[interactable] bbox=[1203, 1898, 1240, 1932]
sudoku-cell[interactable] bbox=[1166, 1728, 1203, 1762]
